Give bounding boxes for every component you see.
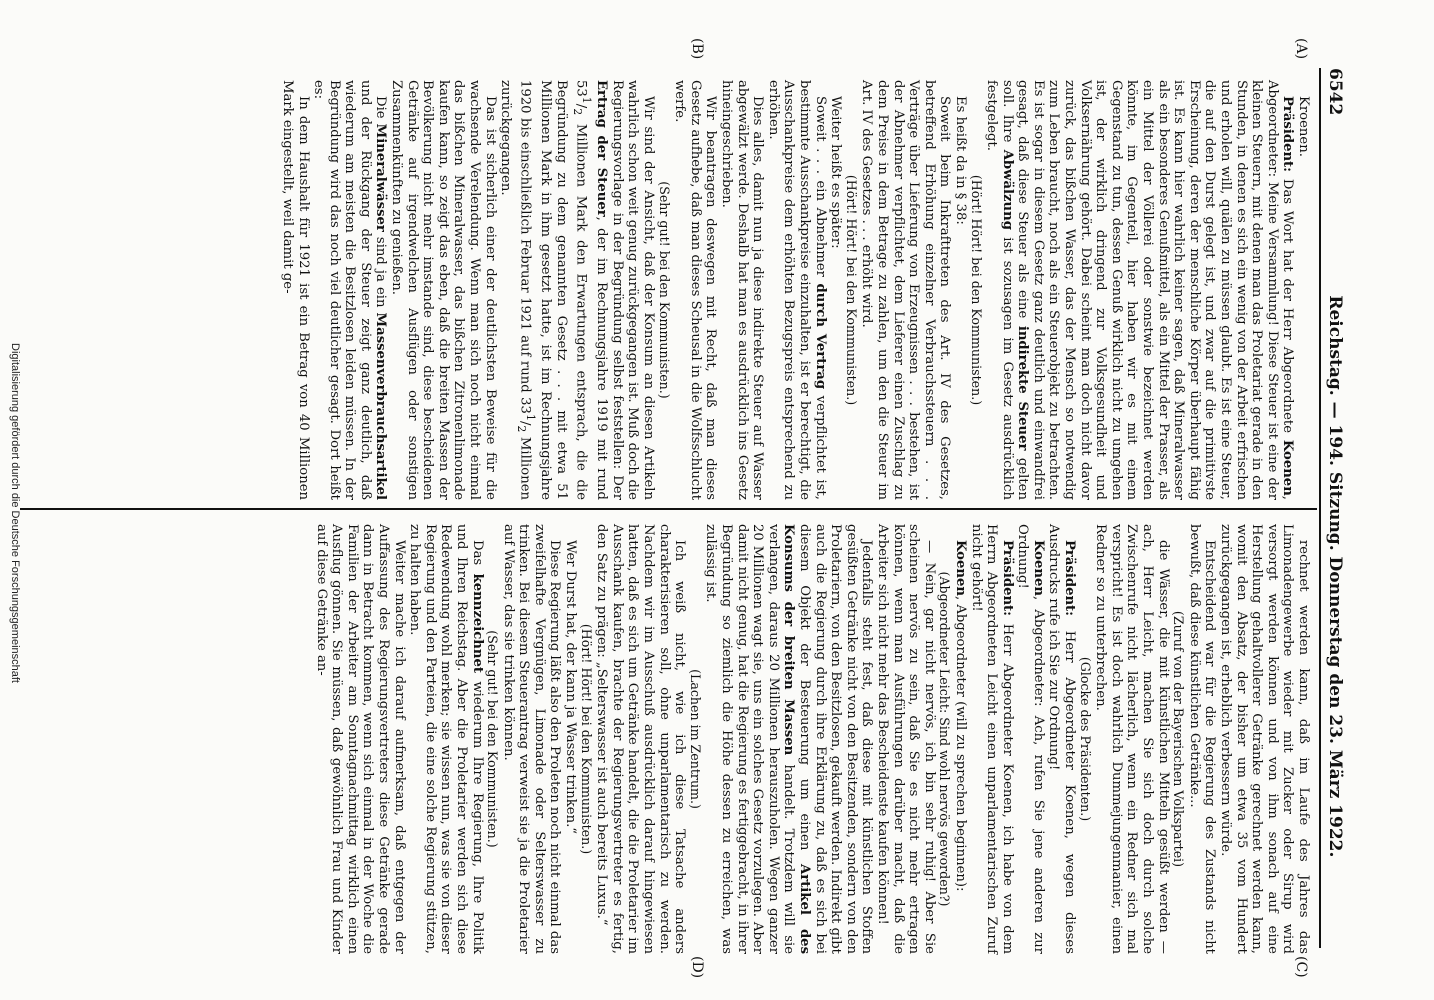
right-column-paragraph: Weiter mache ich darauf aufmerksam, daß entgegen der Auffassung des Regierungsvertreters diese Getränke gerade dann in Betracht kommen, wenn sich einmal in der Woche die Familien der Arbeiter am Sonntagnachmittag wirklich einen Ausflug gönnen. Sie müssen, daß gewöhnlich Frau und Kinder auf diese Getränke an- [313,524,407,954]
left-column-paragraph: (Hört! Hört! bei den Kommunisten.) [843,174,859,406]
left-column-paragraph: Wir beantragen deswegen mit Recht, daß man dieses Gesetz aufhebe, daß man dieses Scheusal in die Wolfsschlucht werfe. [672,80,719,500]
right-column-paragraph: Koenen, Abgeordneter (will zu sprechen beginnen): [952,540,968,892]
left-column-paragraph: In dem Haushalt für 1921 ist ein Betrag von 40 Millionen Mark eingestellt, weil damit ge- [279,80,311,500]
right-column-paragraph: rechnet werden kann, daß im Laufe des Jahres das Limonadengewerbe wieder mit Zucker oder Sirup wird versorgt werden können und von ihm sonach auf eine Herstellung gehaltvollerer Getränke gerechnet werden kann, womit den Absatz, der bisher um etwa 35 vom Hundert zurückgegangen ist, erheblich verbessern würde. [1218,524,1311,954]
right-column-paragraph: (Abgeordneter Leicht: Sind wohl nervös geworden?) [937,571,953,907]
document-page [0,8,1405,978]
page-title: Reichstag. — 194. Sitzung. Donnerstag den 23. März 1922. [1325,295,1345,858]
left-column-paragraph: Die Mineralwässer sind ja ein Massenverbrauchsartikel und der Rückgang der Steuer zeigt ganz deutlich, daß wiederum am meisten die Besitzlosen leiden müssen. In der Begründung wird das noch viel deutlicher gesagt. Dort heißt es: [311,80,389,500]
left-column-paragraph: (Sehr gut! bei den Kommunisten.) [656,181,672,399]
margin-marker-c: (C) [1293,956,1309,978]
left-column-paragraph: Es heißt da in § 38: [952,96,968,225]
right-column-paragraph: (Sehr gut! bei den Kommunisten.) [485,630,501,848]
margin-marker-b: (B) [689,38,705,60]
left-text-column [279,80,1311,500]
column-divider [20,508,1317,510]
left-column-paragraph: Wir sind der Ansicht, daß der Konsum an diesen Artikeln wahrlich schon weit genug zurückgegangen ist. Muß doch die Regierungsvorlage in der Begründung selbst feststellen: Der Ertrag der Steuer, der im Rechnungsjahre 1919 mit rund $53^1/_2$ Millionen Mark den Erwartungen entsprach, die die Begründung zu dem genannten Gesetz . . . mit etwa 51 Millionen Mark in ihm gesetzt hatte, ist im Rechnungsjahre 1920 bis einschließlich Februar 1921 auf rund $33^1/_2$ Millionen zurückgegangen. [498,80,657,501]
margin-marker-a: (A) [1293,38,1309,60]
right-column-paragraph: — Nein, gar nicht nervös, ich bin sehr ruhig! Aber Sie scheinen nervös zu sein, daß Sie es nicht mehr ertragen können, wenn man Ausführungen darüber macht, daß die Arbeiter sich nicht mehr das Bescheidenste kaufen können! [874,524,937,954]
right-column-paragraph: Ich weiß nicht, wie ich diese Tatsache anders charakterisieren soll, ohne unparlamentarisch zu werden. Nachdem wir im Ausschuß ausdrücklich darauf hingewiesen hatten, daß es sich um Getränke handelt, die die Proletarier im Ausschank kaufen, brachte der Regierungsvertreter es fertig, den Satz zu prägen: „Selterswasser ist auch bereits Luxus.“ [594,524,688,954]
right-column-paragraph: Entscheidend war für die Regierung des Zustands nicht bewußt, daß diese künstlichen Getränke... [1186,524,1218,954]
left-column-paragraph: Soweit . . . ein Abnehmer durch Vertrag verpflichtet ist, bestimmte Ausschankpreise einzuhalten, ist er berechtigt, die Ausschankpreise dem erhöhten Bezugspreis entsprechend zu erhöhen. [765,80,828,500]
header-rule [1319,68,1321,948]
right-column-paragraph: die Wässer, die mit künstlichen Mitteln gesüßt werden — ach, Herr Leicht, machen Sie sich doch durch solche Zwischenrufe nicht lächerlich, wenn ein Redner sich mal verspricht! Es ist doch wahrlich Dummejungenmanier, einen Redner so zu unterbrechen. [1093,524,1171,954]
right-text-column [313,524,1311,954]
left-column-paragraph: Dies alles, damit nun ja diese indirekte Steuer auf Wasser abgewälzt werde. Deshalb hat man es ausdrücklich ins Gesetz hineingeschrieben. [719,80,766,500]
right-column-paragraph: (Zuruf von der Bayerischen Volkspartei) [1171,610,1187,868]
right-column-paragraph: Präsident: Herr Abgeordneter Koenen, ich habe von dem Herrn Abgeordneten Leicht einen unparlamentarischen Zuruf nicht gehört! [968,524,1015,954]
right-column-paragraph: (Hört! Hört! bei den Kommunisten.) [578,623,594,855]
left-column-paragraph: Soweit beim Inkrafttreten des Art. IV des Gesetzes, betreffend Erhöhung einzelner Verbrauchssteuern . . . Verträge über Lieferung von Erzeugnissen . . . bestehen, ist der Abnehmer verpflichtet, dem Lieferer einen Zuschlag zu dem Preise in dem Betrage zu zahlen, um den die Steuer im Art. IV des Gesetzes . . . erhöht wird. [859,80,953,500]
left-column-paragraph: Das ist sicherlich einer der deutlichsten Beweise für die wachsende Verelendung. Wenn man sich noch nicht einmal das bißchen Mineralwasser, das bißchen Zitronenlimonade kaufen kann, so zeigt das eben, daß die breiten Massen der Bevölkerung nicht mehr imstande sind, diese bescheidenen Getränke auf irgendwelchen Ausflügen oder sonstigen Zusammenkünften zu genießen. [389,80,498,500]
left-column-paragraph: Weiter heißt es später: [828,96,844,249]
right-column-paragraph: (Glocke des Präsidenten.) [1077,656,1093,822]
right-column-paragraph: Diese Regierung läßt also den Proleten noch nicht einmal das zweifelhafte Vergnügen, Limonade oder Selterswasser zu trinken. Bei diesem Steuerantrag verweist sie ja die Proletarier auf Wasser, das sie trinken können. [500,524,563,954]
right-column-paragraph: Jedenfalls steht fest, daß diese mit künstlichen Stoffen gesüßten Getränke nicht von den Besitzenden, sondern von den Proletariern, von den Besitzlosen, gekauft werden. Indirekt gibt auch die Regierung durch ihre Erklärung zu, daß es sich bei diesem Objekt der Besteuerung um einen Artikel des Konsums der breiten Massen handelt. Trotzdem will sie verlangen, daraus 20 Millionen herauszuholen. Wegen ganzer 20 Millionen wagt sie, uns ein solches Gesetz vorzulegen. Aber damit nicht genug, hat die Regierung es fertiggebracht, in ihrer Begründung so ziemlich die Höhe dessen zu erreichen, was zulässig ist. [703,524,875,954]
right-column-paragraph: Präsident: Herr Abgeordneter Koenen, wegen dieses Ausdrucks rufe ich Sie zur Ordnung! [1046,524,1078,954]
right-column-paragraph: (Lachen im Zentrum.) [687,669,703,809]
page-number: 6542 [1325,68,1345,116]
left-column-paragraph: Kroenen. [1296,96,1311,157]
right-column-paragraph: Koenen, Abgeordneter: Ach, rufen Sie jene anderen zur Ordnung! [1015,524,1046,954]
right-column-paragraph: Wer Durst hat, der kann ja Wasser trinken.“ [563,540,579,835]
margin-marker-d: (D) [689,956,705,979]
left-column-paragraph: Präsident: Das Wort hat der Herr Abgeordnete Koenen, Abgeordneter: Meine Versammlung! Diese Steuer ist eine der kleinen Steuern, mit denen man das Proletariat gerade in den Stunden, in denen es sich ein wenig von der Arbeit erfrischen und erholen will, quälen zu müssen glaubt. Es ist eine Steuer, die auf den Durst gelegt ist, und zwar auf die primitivste Erscheinung, deren der menschliche Körper überhaupt fähig ist. Es kann hier wahrlich keiner sagen, daß Mineralwasser als ein besonderes Genußmittel, als ein Mittel der Prasser, als ein Mittel der Völlerei oder sonstwie bezeichnet werden könnte, im Gegenteil, hier haben wir es mit einem Gegenstand zu tun, dessen Genuß wirklich nicht zu umgehen ist, der wirklich dringend zur Volksgesundheit und Volksernährung gehört. Dabei scheint man doch nicht davor zurück, das bißchen Wasser, das der Mensch so notwendig zum Leben braucht, noch als ein Steuerobjekt zu betrachten. Es ist sogar in diesem Gesetz ganz deutlich und einwandfrei gesagt, daß diese Steuer als eine indirekte Steuer gelten soll. Ihre Abwälzung ist sozusagen im Gesetz ausdrücklich festgelegt. [984,80,1296,501]
page-header [1325,68,1365,948]
left-column-paragraph: (Hört! Hört! bei den Kommunisten.) [968,174,984,406]
footer-credit: Digitalisierung gefördert durch die Deutsche Forschungsgemeinschaft [9,343,21,683]
right-column-paragraph: Das kennzeichnet wiederum Ihre Regierung, Ihre Politik und Ihren Reichstag. Aber die Proletarier werden sich diese Redewendung wohl merken; sie wissen nun, was sie von dieser Regierung und den Parteien, die eine solche Regierung stützen, zu halten haben. [407,524,485,954]
